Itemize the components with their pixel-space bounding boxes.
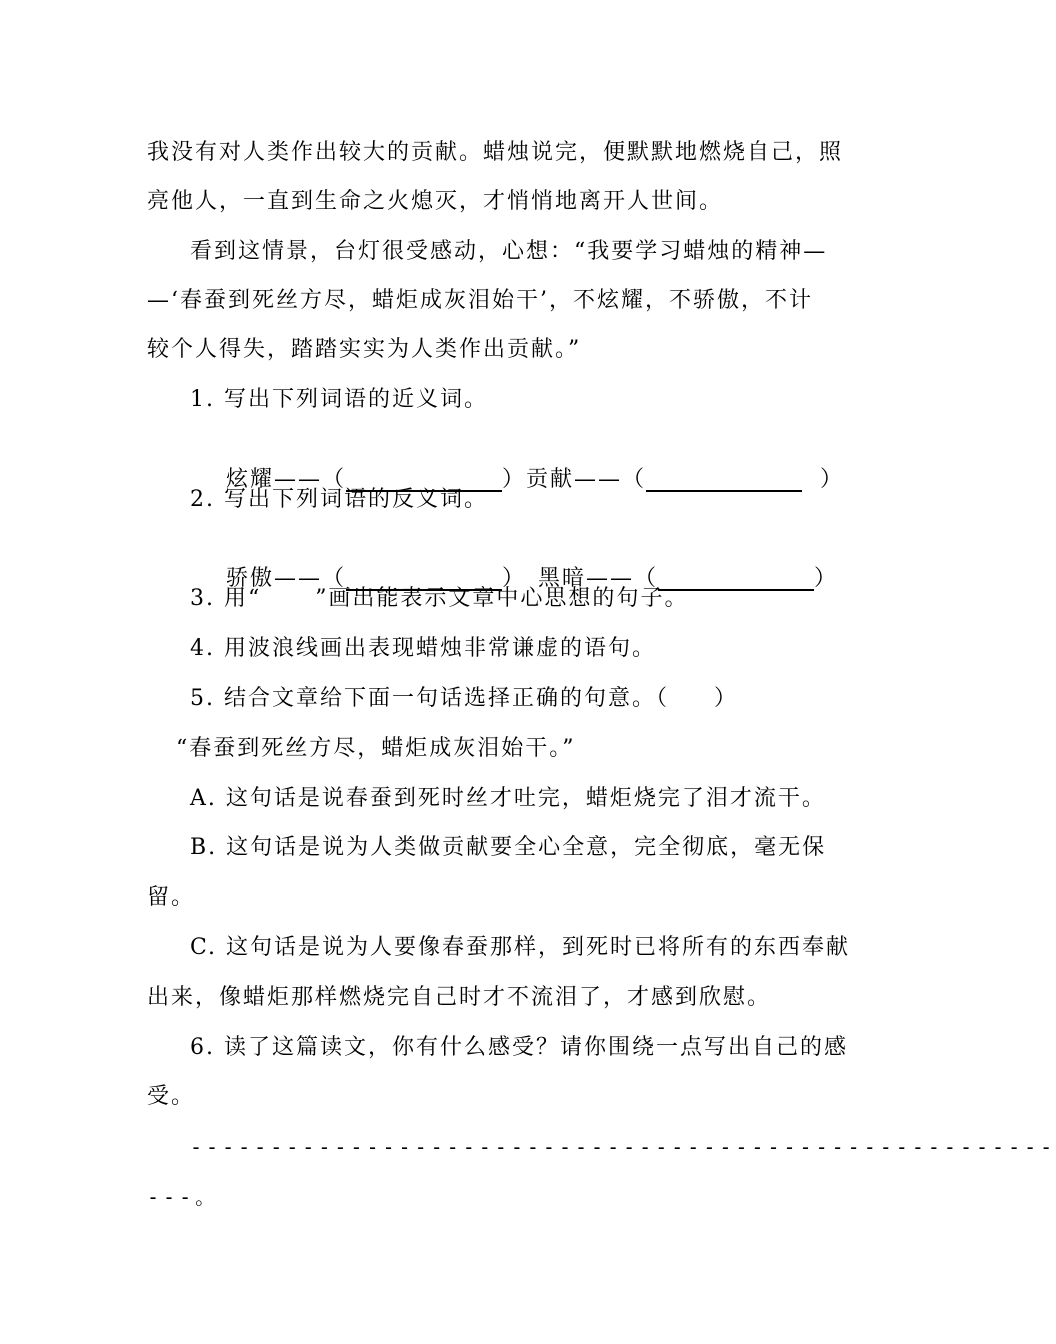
- answer-blank[interactable]: ____________: [346, 566, 502, 591]
- bracket-close: ）: [802, 467, 844, 492]
- question-6: 6. 读了这篇读文，你有什么感受？请你围绕一点写出自己的感: [190, 1035, 848, 1060]
- paragraph-line: 较个人得失，踏踏实实为人类作出贡献。”: [147, 337, 582, 362]
- question-3: 3. 用“ ”画出能表示文章中心思想的句子。: [190, 586, 689, 611]
- bracket-close: ）: [814, 566, 839, 591]
- answer-line-end[interactable]: ---。: [147, 1185, 220, 1209]
- word-label: 贡献——（: [525, 467, 646, 492]
- option-b[interactable]: B. 这句话是说为人类做贡献要全心全意，完全彻底，毫无保: [190, 835, 827, 860]
- answer-blank[interactable]: ____________: [658, 566, 814, 591]
- question-2: 2. 写出下列词语的反义词。: [190, 487, 488, 512]
- word-label: 炫耀——（: [225, 467, 346, 492]
- bracket-close: ）: [502, 467, 527, 492]
- paragraph-line: 我没有对人类作出较大的贡献。蜡烛说完，便默默地燃烧自己，照: [147, 140, 844, 165]
- word-label: 骄傲——（: [225, 566, 346, 591]
- bracket-close: ）: [502, 566, 527, 591]
- paragraph-line: 看到这情景，台灯很受感动，心想：“我要学习蜡烛的精神—: [190, 239, 828, 264]
- paragraph-line: —‘春蚕到死丝方尽，蜡炬成灰泪始干’，不炫耀，不骄傲，不计: [147, 288, 813, 313]
- option-b-continued: 留。: [147, 885, 196, 910]
- question-4: 4. 用波浪线画出表现蜡烛非常谦虚的语句。: [190, 636, 656, 661]
- answer-blank[interactable]: ____________: [346, 467, 502, 492]
- word-label: 黑暗——（: [537, 566, 658, 591]
- question-5: 5. 结合文章给下面一句话选择正确的句意。（ ）: [190, 686, 738, 711]
- synonym-item-2: [490, 435, 844, 525]
- option-a[interactable]: A. 这句话是说春蚕到死时丝才吐完，蜡炬烧完了泪才流干。: [190, 786, 826, 811]
- question-6-continued: 受。: [147, 1084, 196, 1109]
- answer-blank[interactable]: ____________: [646, 467, 802, 492]
- option-c-continued: 出来，像蜡炬那样燃烧完自己时才不流泪了，才感到欣慰。: [147, 985, 772, 1010]
- quote-line: “春蚕到死丝方尽，蜡炬成灰泪始干。”: [176, 736, 576, 761]
- answer-line[interactable]: ------------------------------------------------------: [190, 1135, 1056, 1159]
- question-1: 1. 写出下列词语的近义词。: [190, 387, 488, 412]
- option-c[interactable]: C. 这句话是说为人要像春蚕那样，到死时已将所有的东西奉献: [190, 935, 851, 960]
- paragraph-line: 亮他人，一直到生命之火熄灭，才悄悄地离开人世间。: [147, 189, 724, 214]
